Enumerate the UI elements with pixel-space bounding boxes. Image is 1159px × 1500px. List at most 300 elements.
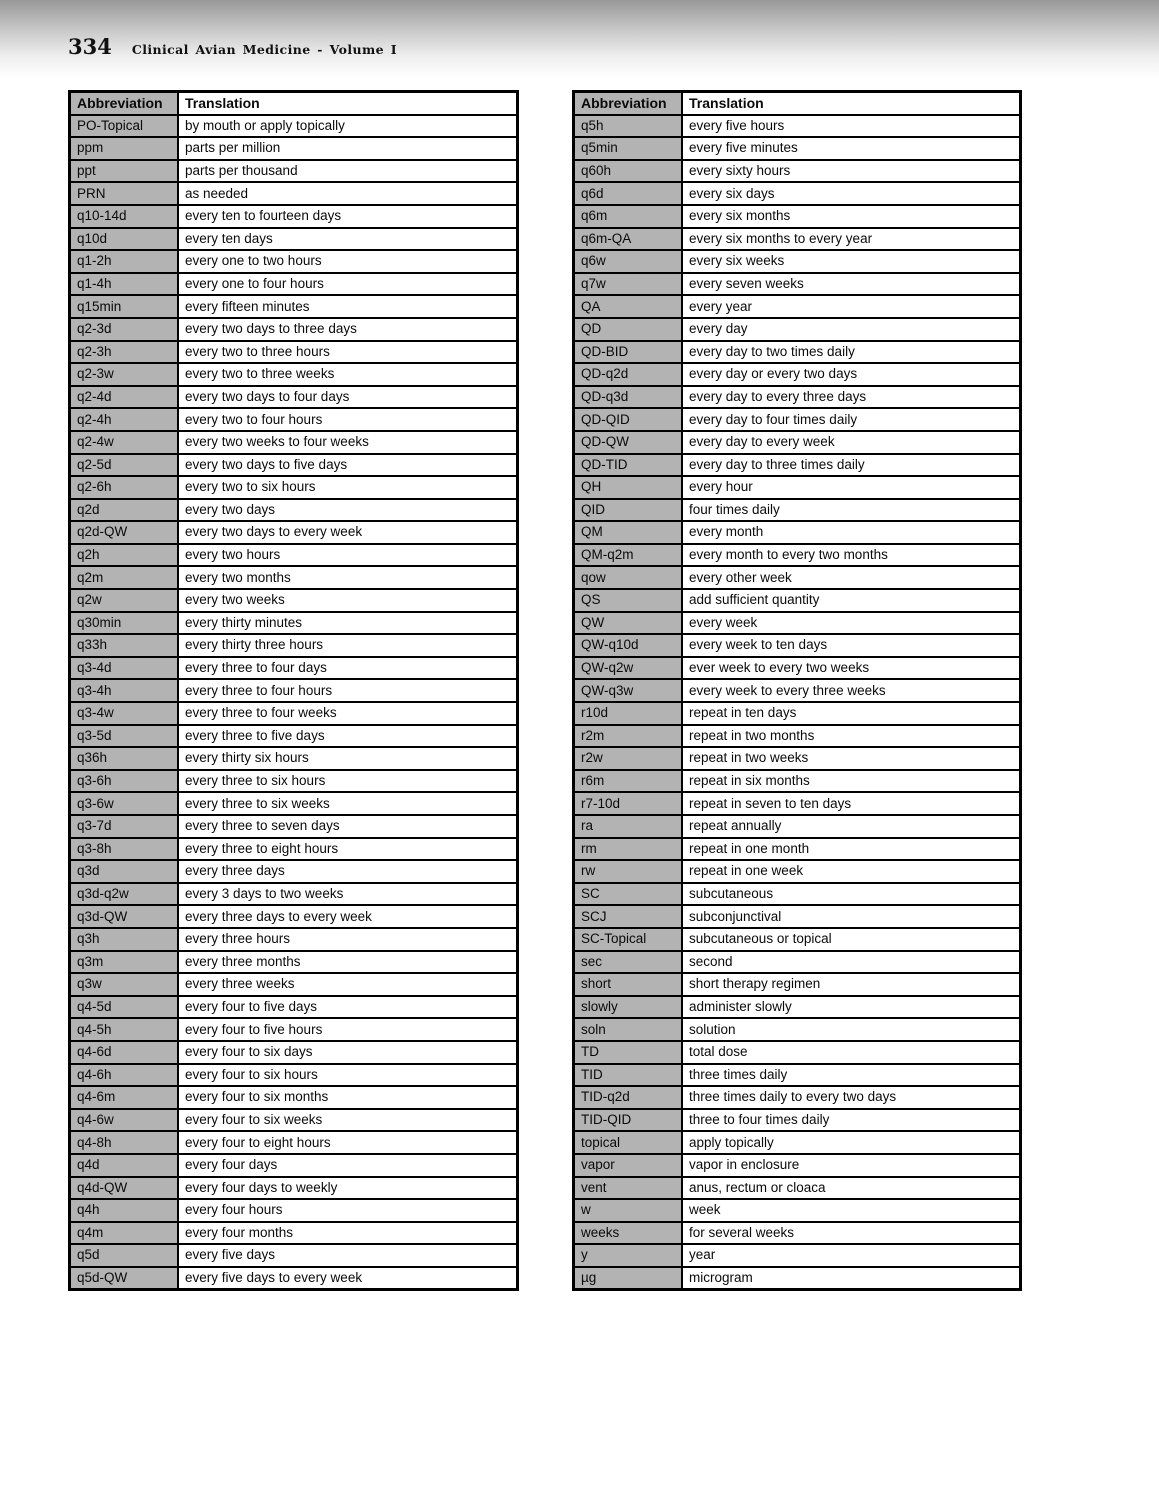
abbreviation-cell: q2m bbox=[70, 566, 179, 589]
column-header-translation: Translation bbox=[178, 92, 518, 115]
table-row bbox=[574, 905, 1021, 928]
table-row bbox=[574, 725, 1021, 748]
abbreviation-cell: q60h bbox=[574, 160, 683, 183]
table-row bbox=[70, 634, 518, 657]
table-row bbox=[70, 770, 518, 793]
abbreviation-cell: q2w bbox=[70, 589, 179, 612]
translation-cell: every three to seven days bbox=[178, 815, 518, 838]
abbreviation-cell: q36h bbox=[70, 747, 179, 770]
translation-cell: every five minutes bbox=[682, 137, 1021, 160]
translation-cell: every two days to five days bbox=[178, 454, 518, 477]
abbreviation-cell: QW-q10d bbox=[574, 634, 683, 657]
table-row bbox=[70, 1177, 518, 1200]
table-row bbox=[574, 341, 1021, 364]
abbreviation-cell: QD-QID bbox=[574, 408, 683, 431]
abbreviation-cell: sec bbox=[574, 951, 683, 974]
abbreviation-cell: rm bbox=[574, 838, 683, 861]
abbreviation-cell: QM bbox=[574, 521, 683, 544]
abbreviation-cell: qow bbox=[574, 566, 683, 589]
translation-cell: every four to six days bbox=[178, 1041, 518, 1064]
translation-cell: every three hours bbox=[178, 928, 518, 951]
translation-cell: every thirty six hours bbox=[178, 747, 518, 770]
translation-cell: every thirty minutes bbox=[178, 612, 518, 635]
translation-cell: every two days to four days bbox=[178, 386, 518, 409]
translation-cell: every two to six hours bbox=[178, 476, 518, 499]
abbreviation-cell: q2-3d bbox=[70, 318, 179, 341]
translation-cell: every three weeks bbox=[178, 973, 518, 996]
abbreviation-cell: PRN bbox=[70, 182, 179, 205]
translation-cell: every day to every three days bbox=[682, 386, 1021, 409]
table-row bbox=[70, 612, 518, 635]
translation-cell: every four to six hours bbox=[178, 1064, 518, 1087]
abbreviation-cell: r6m bbox=[574, 770, 683, 793]
table-row bbox=[70, 499, 518, 522]
table-row bbox=[70, 860, 518, 883]
abbreviation-cell: q3d-QW bbox=[70, 905, 179, 928]
abbreviation-cell: vapor bbox=[574, 1154, 683, 1177]
translation-cell: every day or every two days bbox=[682, 363, 1021, 386]
translation-cell: subcutaneous bbox=[682, 883, 1021, 906]
abbreviation-cell: q15min bbox=[70, 295, 179, 318]
abbreviation-cell: r10d bbox=[574, 702, 683, 725]
translation-cell: every year bbox=[682, 295, 1021, 318]
table-header-row bbox=[574, 92, 1021, 115]
table-body-left bbox=[70, 115, 518, 1290]
table-row bbox=[70, 386, 518, 409]
table-row bbox=[574, 1064, 1021, 1087]
table-row bbox=[70, 1199, 518, 1222]
abbreviation-cell: q3-7d bbox=[70, 815, 179, 838]
translation-cell: every two weeks bbox=[178, 589, 518, 612]
translation-cell: repeat in two months bbox=[682, 725, 1021, 748]
abbreviation-cell: q4-5h bbox=[70, 1018, 179, 1041]
column-header-abbreviation: Abbreviation bbox=[70, 92, 179, 115]
table-row bbox=[70, 996, 518, 1019]
translation-cell: every day to every week bbox=[682, 431, 1021, 454]
translation-cell: subconjunctival bbox=[682, 905, 1021, 928]
table-row bbox=[70, 928, 518, 951]
abbreviation-cell: short bbox=[574, 973, 683, 996]
abbreviation-cell: QD-BID bbox=[574, 341, 683, 364]
table-row bbox=[70, 792, 518, 815]
table-row bbox=[70, 566, 518, 589]
abbreviation-cell: QW-q3w bbox=[574, 679, 683, 702]
abbreviation-cell: q2d bbox=[70, 499, 179, 522]
abbreviation-cell: r2m bbox=[574, 725, 683, 748]
translation-cell: every two months bbox=[178, 566, 518, 589]
abbreviation-table-left bbox=[68, 90, 519, 1291]
table-row bbox=[574, 792, 1021, 815]
table-row bbox=[574, 770, 1021, 793]
translation-cell: anus, rectum or cloaca bbox=[682, 1177, 1021, 1200]
table-row bbox=[70, 679, 518, 702]
table-row bbox=[70, 431, 518, 454]
translation-cell: every day to four times daily bbox=[682, 408, 1021, 431]
table-row bbox=[574, 973, 1021, 996]
table-row bbox=[574, 408, 1021, 431]
translation-cell: every ten days bbox=[178, 228, 518, 251]
translation-cell: second bbox=[682, 951, 1021, 974]
translation-cell: every two to four hours bbox=[178, 408, 518, 431]
table-row bbox=[70, 973, 518, 996]
abbreviation-cell: q6m bbox=[574, 205, 683, 228]
translation-cell: every three to six weeks bbox=[178, 792, 518, 815]
translation-cell: every six days bbox=[682, 182, 1021, 205]
table-row bbox=[70, 1109, 518, 1132]
abbreviation-cell: QD-q2d bbox=[574, 363, 683, 386]
table-header-row bbox=[70, 92, 518, 115]
table-row bbox=[574, 160, 1021, 183]
translation-cell: administer slowly bbox=[682, 996, 1021, 1019]
abbreviation-cell: q7w bbox=[574, 273, 683, 296]
table-row bbox=[70, 182, 518, 205]
table-row bbox=[574, 250, 1021, 273]
table-row bbox=[70, 1222, 518, 1245]
abbreviation-cell: soln bbox=[574, 1018, 683, 1041]
translation-cell: solution bbox=[682, 1018, 1021, 1041]
table-row bbox=[574, 182, 1021, 205]
abbreviation-cell: PO-Topical bbox=[70, 115, 179, 138]
abbreviation-cell: q10-14d bbox=[70, 205, 179, 228]
translation-cell: microgram bbox=[682, 1267, 1021, 1290]
translation-cell: every six months bbox=[682, 205, 1021, 228]
column-header-abbreviation: Abbreviation bbox=[574, 92, 683, 115]
table-row bbox=[574, 295, 1021, 318]
table-row bbox=[70, 454, 518, 477]
abbreviation-cell: q4-6m bbox=[70, 1086, 179, 1109]
table-row bbox=[574, 702, 1021, 725]
translation-cell: parts per thousand bbox=[178, 160, 518, 183]
translation-cell: vapor in enclosure bbox=[682, 1154, 1021, 1177]
table-row bbox=[574, 454, 1021, 477]
table-row bbox=[70, 1154, 518, 1177]
abbreviation-cell: ppt bbox=[70, 160, 179, 183]
translation-cell: every five hours bbox=[682, 115, 1021, 138]
abbreviation-cell: q3d bbox=[70, 860, 179, 883]
translation-cell: every two to three weeks bbox=[178, 363, 518, 386]
abbreviation-cell: q6w bbox=[574, 250, 683, 273]
table-row bbox=[70, 905, 518, 928]
page-header bbox=[68, 34, 397, 59]
abbreviation-cell: TD bbox=[574, 1041, 683, 1064]
translation-cell: every three days to every week bbox=[178, 905, 518, 928]
abbreviation-cell: q30min bbox=[70, 612, 179, 635]
translation-cell: every five days bbox=[178, 1244, 518, 1267]
table-row bbox=[574, 363, 1021, 386]
table-row bbox=[70, 273, 518, 296]
abbreviation-cell: q2-3w bbox=[70, 363, 179, 386]
abbreviation-cell: q33h bbox=[70, 634, 179, 657]
abbreviation-cell: ra bbox=[574, 815, 683, 838]
translation-cell: every three to four weeks bbox=[178, 702, 518, 725]
translation-cell: every month to every two months bbox=[682, 544, 1021, 567]
table-row bbox=[574, 1086, 1021, 1109]
abbreviation-cell: r7-10d bbox=[574, 792, 683, 815]
translation-cell: every week to every three weeks bbox=[682, 679, 1021, 702]
translation-cell: three times daily bbox=[682, 1064, 1021, 1087]
table-row bbox=[574, 544, 1021, 567]
table-row bbox=[70, 1086, 518, 1109]
table-row bbox=[574, 228, 1021, 251]
table-row bbox=[574, 386, 1021, 409]
abbreviation-cell: q2-4h bbox=[70, 408, 179, 431]
abbreviation-cell: TID bbox=[574, 1064, 683, 1087]
table-row bbox=[574, 1154, 1021, 1177]
translation-cell: every one to four hours bbox=[178, 273, 518, 296]
translation-cell: every four to five hours bbox=[178, 1018, 518, 1041]
translation-cell: every thirty three hours bbox=[178, 634, 518, 657]
table-row bbox=[70, 838, 518, 861]
table-row bbox=[574, 928, 1021, 951]
translation-cell: every two weeks to four weeks bbox=[178, 431, 518, 454]
abbreviation-cell: q4-5d bbox=[70, 996, 179, 1019]
translation-cell: ever week to every two weeks bbox=[682, 657, 1021, 680]
translation-cell: repeat in two weeks bbox=[682, 747, 1021, 770]
abbreviation-cell: q3-4h bbox=[70, 679, 179, 702]
translation-cell: every three days bbox=[178, 860, 518, 883]
abbreviation-cell: q6d bbox=[574, 182, 683, 205]
table-row bbox=[70, 408, 518, 431]
table-row bbox=[70, 295, 518, 318]
abbreviation-cell: q3d-q2w bbox=[70, 883, 179, 906]
table-row bbox=[70, 521, 518, 544]
translation-cell: every sixty hours bbox=[682, 160, 1021, 183]
table-row bbox=[574, 431, 1021, 454]
table-row bbox=[70, 544, 518, 567]
book-title: Clinical Avian Medicine - Volume I bbox=[131, 42, 397, 57]
table-row bbox=[574, 747, 1021, 770]
table-row bbox=[70, 160, 518, 183]
table-row bbox=[70, 137, 518, 160]
table-row bbox=[70, 657, 518, 680]
abbreviation-cell: rw bbox=[574, 860, 683, 883]
translation-cell: every 3 days to two weeks bbox=[178, 883, 518, 906]
translation-cell: every two to three hours bbox=[178, 341, 518, 364]
table-body-right bbox=[574, 115, 1021, 1290]
translation-cell: every week to ten days bbox=[682, 634, 1021, 657]
abbreviation-cell: QD-q3d bbox=[574, 386, 683, 409]
abbreviation-cell: q5d-QW bbox=[70, 1267, 179, 1290]
translation-cell: every four to six months bbox=[178, 1086, 518, 1109]
table-row bbox=[574, 476, 1021, 499]
abbreviation-cell: q5min bbox=[574, 137, 683, 160]
abbreviation-cell: q3h bbox=[70, 928, 179, 951]
translation-cell: every four to five days bbox=[178, 996, 518, 1019]
table-row bbox=[70, 476, 518, 499]
abbreviation-cell: q4-6w bbox=[70, 1109, 179, 1132]
abbreviation-cell: QD-TID bbox=[574, 454, 683, 477]
translation-cell: every five days to every week bbox=[178, 1267, 518, 1290]
abbreviation-cell: q2d-QW bbox=[70, 521, 179, 544]
abbreviation-cell: QW-q2w bbox=[574, 657, 683, 680]
table-row bbox=[574, 657, 1021, 680]
abbreviation-cell: q2-5d bbox=[70, 454, 179, 477]
translation-cell: repeat in one week bbox=[682, 860, 1021, 883]
abbreviation-cell: QID bbox=[574, 499, 683, 522]
translation-cell: every two hours bbox=[178, 544, 518, 567]
table-row bbox=[70, 1131, 518, 1154]
table-row bbox=[70, 1064, 518, 1087]
abbreviation-cell: µg bbox=[574, 1267, 683, 1290]
abbreviation-cell: q6m-QA bbox=[574, 228, 683, 251]
abbreviation-cell: q5d bbox=[70, 1244, 179, 1267]
table-row bbox=[70, 228, 518, 251]
abbreviation-cell: slowly bbox=[574, 996, 683, 1019]
translation-cell: apply topically bbox=[682, 1131, 1021, 1154]
table-row bbox=[574, 860, 1021, 883]
translation-cell: repeat in six months bbox=[682, 770, 1021, 793]
translation-cell: subcutaneous or topical bbox=[682, 928, 1021, 951]
table-row bbox=[574, 137, 1021, 160]
abbreviation-cell: y bbox=[574, 1244, 683, 1267]
translation-cell: every week bbox=[682, 612, 1021, 635]
translation-cell: every three to four days bbox=[178, 657, 518, 680]
translation-cell: every four to six weeks bbox=[178, 1109, 518, 1132]
translation-cell: repeat annually bbox=[682, 815, 1021, 838]
abbreviation-cell: r2w bbox=[574, 747, 683, 770]
translation-cell: every month bbox=[682, 521, 1021, 544]
translation-cell: every three to five days bbox=[178, 725, 518, 748]
translation-cell: repeat in seven to ten days bbox=[682, 792, 1021, 815]
translation-cell: repeat in ten days bbox=[682, 702, 1021, 725]
translation-cell: every ten to fourteen days bbox=[178, 205, 518, 228]
table-row bbox=[574, 566, 1021, 589]
table-row bbox=[70, 205, 518, 228]
abbreviation-cell: QM-q2m bbox=[574, 544, 683, 567]
translation-cell: three times daily to every two days bbox=[682, 1086, 1021, 1109]
page-number: 334 bbox=[68, 34, 112, 59]
translation-cell: every three to four hours bbox=[178, 679, 518, 702]
abbreviation-cell: SCJ bbox=[574, 905, 683, 928]
abbreviation-cell: q3-6h bbox=[70, 770, 179, 793]
abbreviation-cell: q4h bbox=[70, 1199, 179, 1222]
table-row bbox=[70, 1041, 518, 1064]
table-row bbox=[574, 612, 1021, 635]
table-row bbox=[574, 1131, 1021, 1154]
abbreviation-cell: q1-2h bbox=[70, 250, 179, 273]
table-row bbox=[70, 1267, 518, 1290]
table-row bbox=[70, 747, 518, 770]
translation-cell: every two days to three days bbox=[178, 318, 518, 341]
abbreviation-cell: w bbox=[574, 1199, 683, 1222]
translation-cell: by mouth or apply topically bbox=[178, 115, 518, 138]
abbreviation-cell: SC-Topical bbox=[574, 928, 683, 951]
abbreviation-cell: q4m bbox=[70, 1222, 179, 1245]
column-header-translation: Translation bbox=[682, 92, 1021, 115]
table-row bbox=[70, 951, 518, 974]
translation-cell: year bbox=[682, 1244, 1021, 1267]
translation-cell: every fifteen minutes bbox=[178, 295, 518, 318]
translation-cell: every day to three times daily bbox=[682, 454, 1021, 477]
table-row bbox=[574, 1267, 1021, 1290]
table-row bbox=[574, 273, 1021, 296]
table-row bbox=[70, 250, 518, 273]
abbreviation-cell: QD bbox=[574, 318, 683, 341]
table-row bbox=[574, 838, 1021, 861]
abbreviation-cell: q5h bbox=[574, 115, 683, 138]
abbreviation-cell: q3-4w bbox=[70, 702, 179, 725]
table-row bbox=[70, 1244, 518, 1267]
table-row bbox=[70, 115, 518, 138]
translation-cell: every four hours bbox=[178, 1199, 518, 1222]
translation-cell: every one to two hours bbox=[178, 250, 518, 273]
abbreviation-cell: QD-QW bbox=[574, 431, 683, 454]
translation-cell: week bbox=[682, 1199, 1021, 1222]
abbreviation-cell: q2-6h bbox=[70, 476, 179, 499]
translation-cell: for several weeks bbox=[682, 1222, 1021, 1245]
translation-cell: every two days bbox=[178, 499, 518, 522]
abbreviation-cell: q3w bbox=[70, 973, 179, 996]
table-row bbox=[70, 883, 518, 906]
translation-cell: every six months to every year bbox=[682, 228, 1021, 251]
abbreviation-cell: q2-4w bbox=[70, 431, 179, 454]
table-row bbox=[574, 1018, 1021, 1041]
table-row bbox=[574, 1199, 1021, 1222]
abbreviation-cell: QW bbox=[574, 612, 683, 635]
translation-cell: every three to six hours bbox=[178, 770, 518, 793]
table-row bbox=[574, 634, 1021, 657]
table-row bbox=[70, 725, 518, 748]
translation-cell: repeat in one month bbox=[682, 838, 1021, 861]
translation-cell: every two days to every week bbox=[178, 521, 518, 544]
table-row bbox=[70, 363, 518, 386]
table-row bbox=[70, 702, 518, 725]
abbreviation-cell: q2h bbox=[70, 544, 179, 567]
translation-cell: every hour bbox=[682, 476, 1021, 499]
abbreviation-cell: QA bbox=[574, 295, 683, 318]
table-row bbox=[574, 1041, 1021, 1064]
abbreviation-cell: q2-4d bbox=[70, 386, 179, 409]
translation-cell: parts per million bbox=[178, 137, 518, 160]
abbreviation-cell: ppm bbox=[70, 137, 179, 160]
table-row bbox=[70, 589, 518, 612]
abbreviation-cell: q1-4h bbox=[70, 273, 179, 296]
translation-cell: every four days to weekly bbox=[178, 1177, 518, 1200]
abbreviation-cell: q3-8h bbox=[70, 838, 179, 861]
abbreviation-cell: q4-8h bbox=[70, 1131, 179, 1154]
translation-cell: add sufficient quantity bbox=[682, 589, 1021, 612]
translation-cell: every day bbox=[682, 318, 1021, 341]
table-row bbox=[574, 815, 1021, 838]
translation-cell: every four to eight hours bbox=[178, 1131, 518, 1154]
translation-cell: every four days bbox=[178, 1154, 518, 1177]
table-row bbox=[574, 205, 1021, 228]
table-row bbox=[574, 996, 1021, 1019]
abbreviation-cell: vent bbox=[574, 1177, 683, 1200]
abbreviation-cell: QH bbox=[574, 476, 683, 499]
translation-cell: every other week bbox=[682, 566, 1021, 589]
translation-cell: every six weeks bbox=[682, 250, 1021, 273]
translation-cell: every three months bbox=[178, 951, 518, 974]
table-row bbox=[574, 115, 1021, 138]
table-row bbox=[70, 1018, 518, 1041]
abbreviation-cell: q3m bbox=[70, 951, 179, 974]
abbreviation-cell: q4d-QW bbox=[70, 1177, 179, 1200]
table-row bbox=[574, 951, 1021, 974]
table-row bbox=[574, 1244, 1021, 1267]
table-row bbox=[574, 589, 1021, 612]
translation-cell: as needed bbox=[178, 182, 518, 205]
table-row bbox=[70, 341, 518, 364]
translation-cell: short therapy regimen bbox=[682, 973, 1021, 996]
translation-cell: four times daily bbox=[682, 499, 1021, 522]
table-row bbox=[574, 1222, 1021, 1245]
translation-cell: every four months bbox=[178, 1222, 518, 1245]
translation-cell: every three to eight hours bbox=[178, 838, 518, 861]
abbreviation-cell: topical bbox=[574, 1131, 683, 1154]
abbreviation-cell: q4d bbox=[70, 1154, 179, 1177]
abbreviation-cell: q3-6w bbox=[70, 792, 179, 815]
